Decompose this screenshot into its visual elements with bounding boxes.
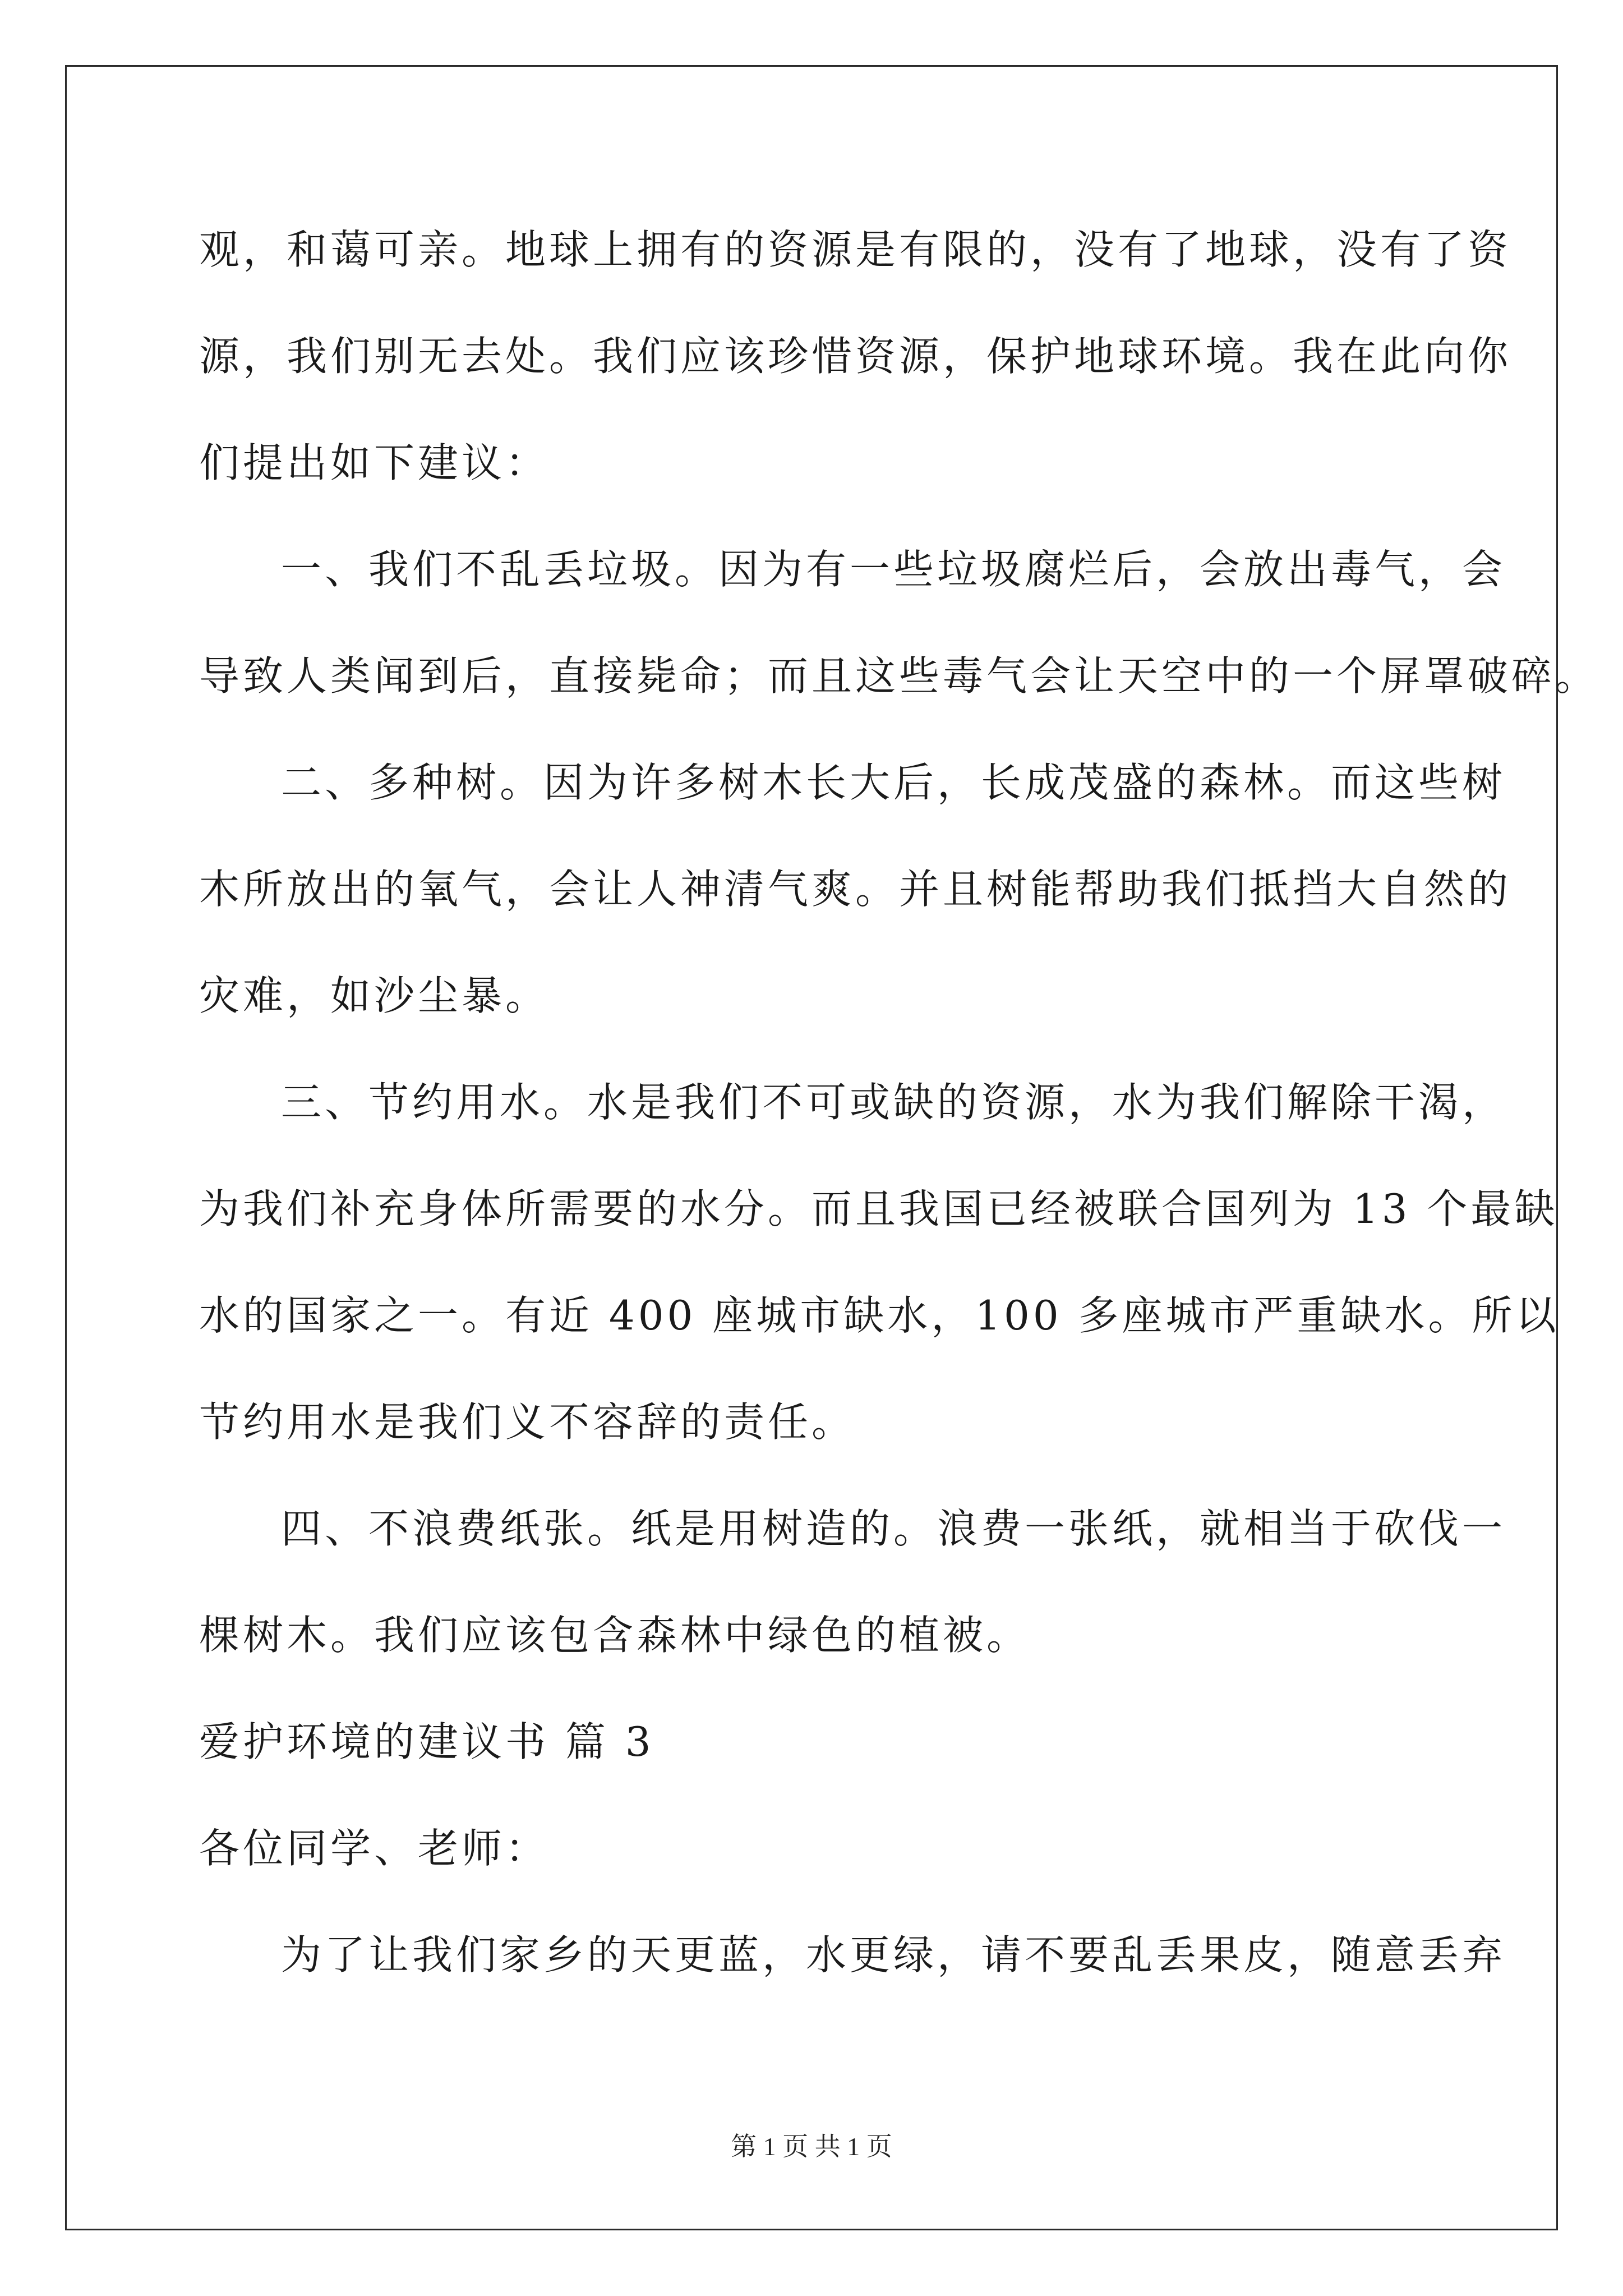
text-line: 一、我们不乱丢垃圾。因为有一些垃圾腐烂后，会放出毒气，会: [281, 546, 1506, 593]
text-line: 观，和蔼可亲。地球上拥有的资源是有限的，没有了地球，没有了资: [199, 226, 1512, 273]
salutation: 各位同学、老师：: [199, 1825, 550, 1872]
text-line: 为了让我们家乡的天更蓝，水更绿，请不要乱丢果皮，随意丢弃: [281, 1931, 1506, 1978]
text-line: 灾难，如沙尘暴。: [199, 972, 550, 1019]
text-line: 棵树木。我们应该包含森林中绿色的植被。: [199, 1612, 1031, 1659]
text-line: 二、多种树。因为许多树木长大后，长成茂盛的森林。而这些树: [281, 759, 1506, 806]
text-line: 为我们补充身体所需要的水分。而且我国已经被联合国列为 13 个最缺: [199, 1185, 1559, 1232]
text-line: 木所放出的氧气，会让人神清气爽。并且树能帮助我们抵挡大自然的: [199, 866, 1512, 913]
section-heading: 爱护环境的建议书 篇 3: [199, 1718, 654, 1765]
text-line: 四、不浪费纸张。纸是用树造的。浪费一张纸，就相当于砍伐一: [281, 1505, 1506, 1552]
text-line: 导致人类闻到后，直接毙命；而且这些毒气会让天空中的一个屏罩破碎。: [199, 652, 1599, 700]
text-line: 节约用水是我们义不容辞的责任。: [199, 1398, 856, 1446]
text-line: 源，我们别无去处。我们应该珍惜资源，保护地球环境。我在此向你: [199, 333, 1512, 380]
page-number: 第 1 页 共 1 页: [731, 2132, 892, 2161]
document-body: [199, 208, 1599, 2019]
text-line: 们提出如下建议：: [199, 439, 550, 486]
text-line: 水的国家之一。有近 400 座城市缺水，100 多座城市严重缺水。所以: [199, 1292, 1560, 1339]
text-line: 三、节约用水。水是我们不可或缺的资源，水为我们解除干渴，: [281, 1079, 1506, 1126]
